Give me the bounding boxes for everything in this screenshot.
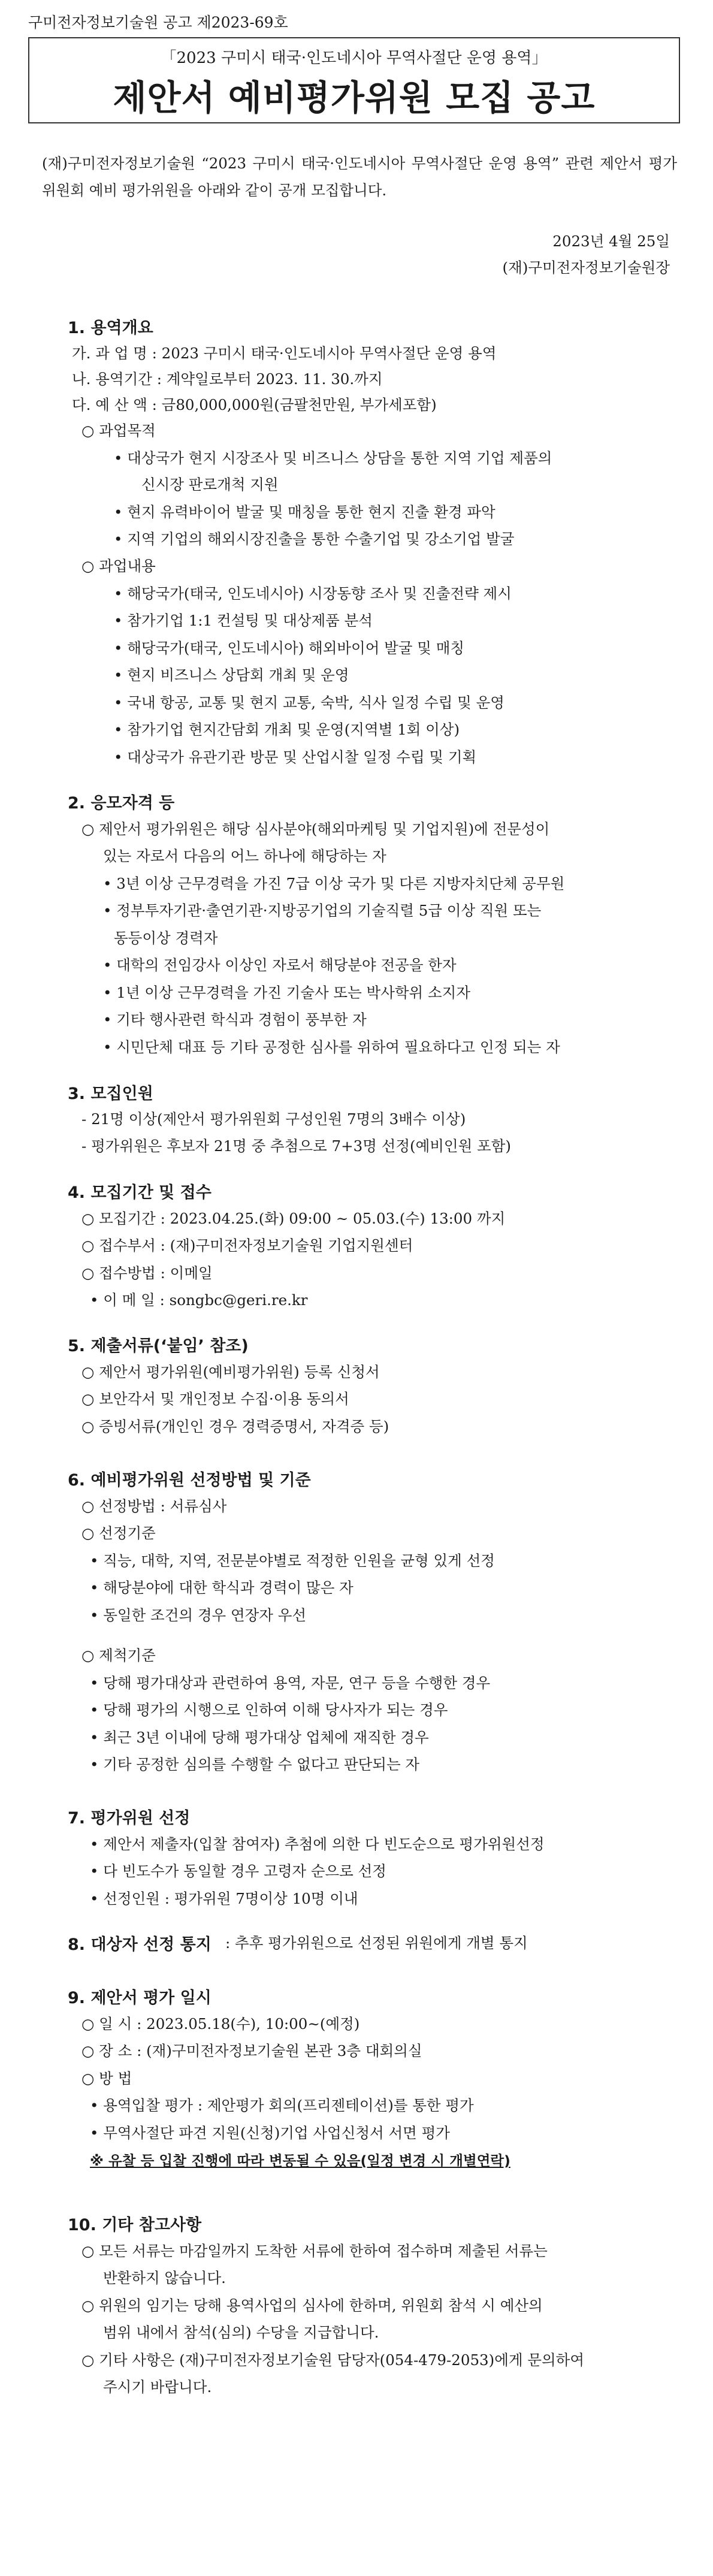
list-item: ○ 접수부서 : (재)구미전자정보기술원 기업지원센터 xyxy=(81,1237,413,1254)
list-item: ○ 제안서 평가위원(예비평가위원) 등록 신청서 xyxy=(81,1363,380,1381)
list-item: • 대학의 전임강사 이상인 자로서 해당분야 전공을 한자 xyxy=(103,956,457,974)
list-item: 반환하지 않습니다. xyxy=(103,2269,226,2287)
schedule-change-note: ※ 유찰 등 입찰 진행에 따라 변동될 수 있음(일정 변경 시 개별연락) xyxy=(90,2152,510,2169)
list-item: • 국내 항공, 교통 및 현지 교통, 숙박, 식사 일정 수립 및 운영 xyxy=(114,694,504,711)
list-item: 신시장 판로개척 지원 xyxy=(141,476,279,493)
list-item: ○ 위원의 임기는 당해 용역사업의 심사에 한하며, 위원회 참석 시 예산의 xyxy=(81,2297,543,2314)
list-item: ○ 증빙서류(개인인 경우 경력증명서, 자격증 등) xyxy=(81,1418,389,1435)
list-item: ○ 기타 사항은 (재)구미전자정보기술원 담당자(054-479-2053)에게 문의하여 xyxy=(81,2351,584,2369)
notice-date: 2023년 4월 25일 xyxy=(552,232,670,250)
list-item: • 해당국가(태국, 인도네시아) 해외바이어 발굴 및 매칭 xyxy=(114,639,465,657)
list-item: • 현지 비즈니스 상담회 개최 및 운영 xyxy=(114,666,349,684)
tasks-title: ○ 과업내용 xyxy=(81,557,156,575)
list-item: - 21명 이상(제안서 평가위원회 구성인원 7명의 3배수 이상) xyxy=(81,1110,466,1128)
contact-email: • 이 메 일 : songbc@geri.re.kr xyxy=(90,1291,308,1309)
criteria-title: ○ 선정기준 xyxy=(81,1524,156,1542)
list-item: ○ 보안각서 및 개인정보 수집·이용 동의서 xyxy=(81,1390,349,1408)
list-item: • 1년 이상 근무경력을 가진 기술사 또는 박사학위 소지자 xyxy=(103,984,471,1001)
list-item: • 동일한 조건의 경우 연장자 우선 xyxy=(90,1606,307,1624)
list-item: • 최근 3년 이내에 당해 평가대상 업체에 재직한 경우 xyxy=(90,1729,429,1746)
section-2-heading: 2. 응모자격 등 xyxy=(68,794,175,813)
list-item: • 제안서 제출자(입찰 참여자) 추첨에 의한 다 빈도순으로 평가위원선정 xyxy=(90,1835,545,1853)
list-item: • 기타 공정한 심의를 수행할 수 없다고 판단되는 자 xyxy=(90,1756,420,1773)
section-8-heading: 8. 대상자 선정 통지 xyxy=(68,1935,212,1954)
list-item: • 당해 평가대상과 관련하여 용역, 자문, 연구 등을 수행한 경우 xyxy=(90,1674,491,1692)
list-item: • 참가기업 1:1 컨설팅 및 대상제품 분석 xyxy=(114,612,373,629)
page-title: 제안서 예비평가위원 모집 공고 xyxy=(113,77,596,118)
list-item: ○ 모집기간 : 2023.04.25.(화) 09:00 ~ 05.03.(수) 13:00 까지 xyxy=(81,1210,506,1227)
list-item: • 다 빈도수가 동일할 경우 고령자 순으로 선정 xyxy=(90,1862,386,1880)
purpose-title: ○ 과업목적 xyxy=(81,422,156,439)
exclusion-title: ○ 제척기준 xyxy=(81,1647,156,1664)
project-period: 나. 용역기간 : 계약일로부터 2023. 11. 30.까지 xyxy=(72,370,383,388)
section-6-heading: 6. 예비평가위원 선정방법 및 기준 xyxy=(68,1471,311,1490)
list-item: • 무역사절단 파견 지원(신청)기업 사업신청서 서면 평가 xyxy=(90,2124,450,2142)
list-item: 있는 자로서 다음의 어느 하나에 해당하는 자 xyxy=(103,847,386,865)
list-item: ○ 일 시 : 2023.05.18(수), 10:00~(예정) xyxy=(81,2015,360,2033)
list-item: • 용역입찰 평가 : 제안평가 회의(프리젠테이션)를 통한 평가 xyxy=(90,2097,474,2114)
list-item: - 평가위원은 후보자 21명 중 추첨으로 7+3명 선정(예비인원 포함) xyxy=(81,1137,511,1155)
list-item: ○ 제안서 평가위원은 해당 심사분야(해외마케팅 및 기업지원)에 전문성이 xyxy=(81,820,550,838)
section-7-heading: 7. 평가위원 선정 xyxy=(68,1809,191,1828)
title-box xyxy=(28,37,680,123)
list-item: • 당해 평가의 시행으로 인하여 이해 당사자가 되는 경우 xyxy=(90,1701,448,1719)
list-item: ○ 방 법 xyxy=(81,2070,132,2087)
list-item: • 현지 유력바이어 발굴 및 매칭을 통한 현지 진출 환경 파악 xyxy=(114,503,496,521)
list-item: • 정부투자기관·출연기관·지방공기업의 기술직렬 5급 이상 직원 또는 xyxy=(103,902,542,919)
list-item: • 지역 기업의 해외시장진출을 통한 수출기업 및 강소기업 발굴 xyxy=(114,530,515,548)
list-item: • 해당분야에 대한 학식과 경력이 많은 자 xyxy=(90,1579,354,1596)
list-item: • 직능, 대학, 지역, 전문분야별로 적정한 인원을 균형 있게 선정 xyxy=(90,1552,495,1569)
list-item: • 해당국가(태국, 인도네시아) 시장동향 조사 및 진출전략 제시 xyxy=(114,585,512,602)
list-item: • 시민단체 대표 등 기타 공정한 심사를 위하여 필요하다고 인정 되는 자 xyxy=(103,1038,560,1056)
issuer-name: (재)구미전자정보기술원장 xyxy=(502,259,670,276)
list-item: ○ 모든 서류는 마감일까지 도착한 서류에 한하여 접수하며 제출된 서류는 xyxy=(81,2242,548,2260)
list-item: • 기타 행사관련 학식과 경험이 풍부한 자 xyxy=(103,1011,367,1028)
list-item: ○ 선정방법 : 서류심사 xyxy=(81,1497,227,1515)
section-1-heading: 1. 용역개요 xyxy=(68,319,153,337)
list-item: • 대상국가 유관기관 방문 및 산업시찰 일정 수립 및 기획 xyxy=(114,748,477,766)
section-5-heading: 5. 제출서류(‘붙임’ 참조) xyxy=(68,1337,249,1355)
section-3-heading: 3. 모집인원 xyxy=(68,1085,153,1103)
project-subtitle: 「2023 구미시 태국·인도네시아 무역사절단 운영 용역」 xyxy=(161,49,548,67)
list-item: • 선정인원 : 평가위원 7명이상 10명 이내 xyxy=(90,1890,358,1907)
project-budget: 다. 예 산 액 : 금80,000,000원(금팔천만원, 부가세포함) xyxy=(72,396,437,413)
notice-number: 구미전자정보기술원 공고 제2023-69호 xyxy=(28,14,288,31)
intro-paragraph: (재)구미전자정보기술원 “2023 구미시 태국·인도네시아 무역사절단 운영 용역” 관련 제안서 평가위원회 예비 평가위원을 아래와 같이 공개 모집합니다. xyxy=(42,155,677,199)
section-9-heading: 9. 제안서 평가 일시 xyxy=(68,1989,212,2007)
list-item: • 대상국가 현지 시장조사 및 비즈니스 상담을 통한 지역 기업 제품의 xyxy=(114,449,552,467)
list-item: ○ 장 소 : (재)구미전자정보기술원 본관 3층 대회의실 xyxy=(81,2042,422,2059)
list-item: • 3년 이상 근무경력을 가진 7급 이상 국가 및 다른 지방자치단체 공무원 xyxy=(103,875,565,892)
list-item: • 참가기업 현지간담회 개최 및 운영(지역별 1회 이상) xyxy=(114,721,460,738)
list-item: ○ 접수방법 : 이메일 xyxy=(81,1264,213,1282)
project-name: 가. 과 업 명 : 2023 구미시 태국·인도네시아 무역사절단 운영 용역 xyxy=(72,345,497,362)
section-10-heading: 10. 기타 참고사항 xyxy=(68,2216,202,2234)
notification-text: : 추후 평가위원으로 선정된 위원에게 개별 통지 xyxy=(225,1934,528,1952)
list-item: 주시기 바랍니다. xyxy=(103,2378,212,2396)
list-item: 동등이상 경력자 xyxy=(114,929,218,947)
section-4-heading: 4. 모집기간 및 접수 xyxy=(68,1183,212,1202)
list-item: 범위 내에서 참석(심의) 수당을 지급합니다. xyxy=(103,2324,379,2341)
